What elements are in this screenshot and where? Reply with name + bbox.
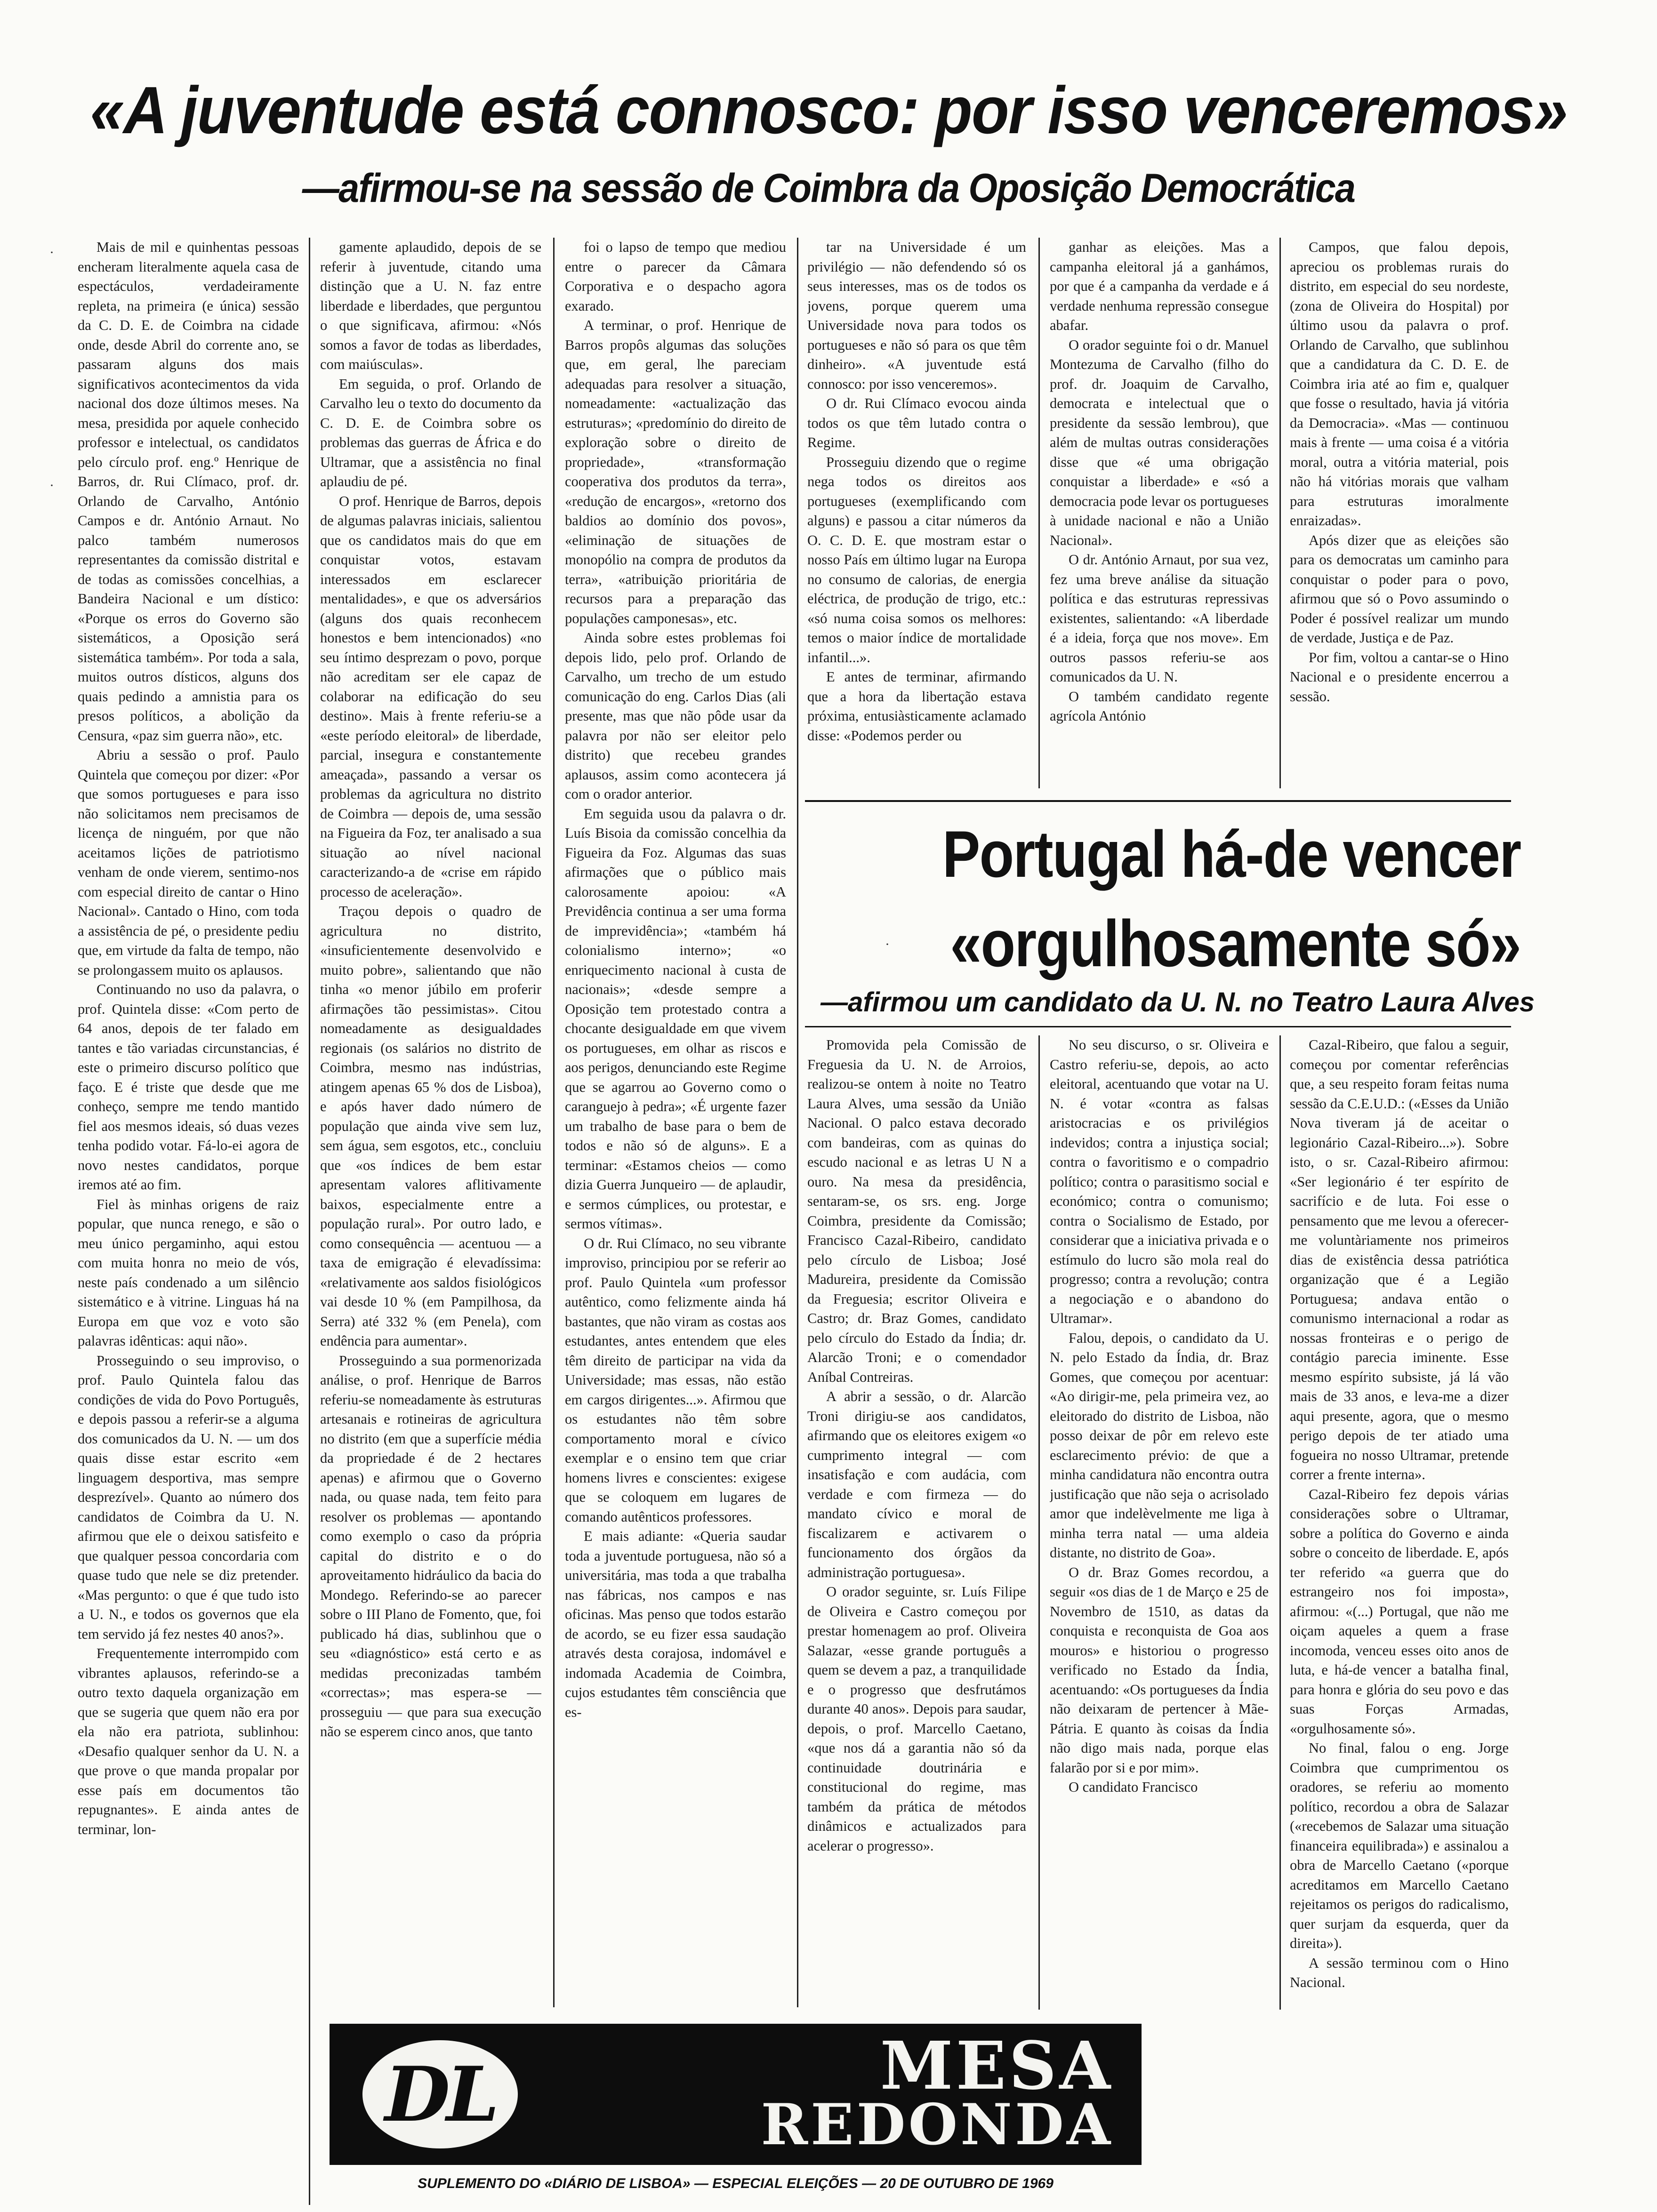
paragraph: Cazal-Ribeiro, que falou a seguir, começou por comentar referências que, a seu respeito foram feitas numa sessão da C.E.U.D.: («Esses da União Nova tiveram já de aceitar o legionário Cazal-Ribeiro...»). Sobre isto, o sr. Cazal-Ribeiro afirmou: «Ser legionário é ter espírito de sacrifício e de luta. Foi esse o pensamento que me levou a oferecer-me voluntàriamente nos primeiros dias de existência dessa patriótica organização que é a Legião Portuguesa; andava então o comunismo internacional a rodar as nossas fronteiras e o perigo de contágio parecia iminente. Esse mesmo espírito subsiste, já lá vão mais de 33 anos, e leva-me a dizer aqui presente, agora, que o mesmo perigo depois de ter atiado uma fogueira no nosso Ultramar, pretende correr a frente interna». [1290,1037,1509,1483]
column-rule [553,238,555,2007]
masthead-title-line2: REDONDA [761,2092,1113,2158]
paragraph: tar na Universidade é um privilégio — não defendendo só os seus interesses, mas os de todos os jovens, porque querem uma Universidade nova para todos os portugueses e não só para os que têm dinheiro». «A juventude está connosco: por isso venceremos». [807,239,1026,392]
paragraph: gamente aplaudido, depois de se referir à juventude, citando uma distinção que a U. N. faz entre liberdade e liberdades, que perguntou o que significava, afirmou: «Nós somos a favor de todas as liberdades, com maiúsculas». [320,239,541,372]
paragraph: Promovida pela Comissão de Freguesia da U. N. de Arroios, realizou-se ontem à noite no Teatro Laura Alves, uma sessão da União Nacional. O palco estava decorado com bandeiras, com as quinas do escudo nacional e as letras U N a ouro. Na mesa da presidência, sentaram-se, os srs. eng. Jorge Coimbra, presidente da Comissão; Francisco Cazal-Ribeiro, candidato pelo círculo de Lisboa; José Madureira, presidente da Comissão da Freguesia; escritor Oliveira e Castro; dr. Braz Gomes, candidato pelo círculo do Estado da Índia; dr. Alarcão Troni; e o comendador Aníbal Contreiras. [807,1037,1026,1385]
article2-column-3 [1290,1035,1509,2184]
paragraph: A terminar, o prof. Henrique de Barros propôs algumas das soluções que, em geral, lhe pareciam adequadas para resolver a situação, nomeadamente: «actualização das estruturas»; «predomínio do direito de exploração sobre o direito de propriedade», «transformação cooperativa dos produtos da terra», «redução de encargos», «retorno dos baldios ao domínio dos povos», «eliminação de situações de monopólio na compra de produtos da terra», «atribuição prioritária de recursos para a preparação das populações camponesas», etc. [565,317,786,626]
column-rule [1279,238,1281,788]
masthead-title-line1: MESA [880,2028,1113,2105]
paragraph: Falou, depois, o candidato da U. N. pelo Estado da Índia, dr. Braz Gomes, que começou por acentuar: «Ao dirigir-me, pela primeira vez, ao eleitorado do distrito de Lisboa, não posso deixar de pôr em relevo este esclarecimento prévio: de que a minha candidatura não encontra outra justificação que não seja o acrisolado amor que indelèvelmente me liga à minha terra natal — uma aldeia distante, no distrito de Goa». [1050,1330,1269,1561]
column-rule [1038,1035,1040,2010]
print-mark: · [49,245,54,260]
paragraph: O também candidato regente agrícola António [1050,688,1269,724]
paragraph: No final, falou o eng. Jorge Coimbra que cumprimentou os oradores, se referiu ao momento político, recordou a obra de Salazar («recebemos de Salazar uma situação financeira equilibrada») e assinalou a obra de Marcello Caetano («porque acreditamos em Marcello Caetano rejeitamos os perigos do radicalismo, quer surjam da esquerda, quer da direita»). [1290,1740,1509,1951]
paragraph: Em seguida, o prof. Orlando de Carvalho leu o texto do documento da C. D. E. de Coimbra sobre os problemas das guerras de África e do Ultramar, que a assistência no final aplaudiu de pé. [320,376,541,489]
paragraph: E mais adiante: «Queria saudar toda a juventude portuguesa, não só a universitária, mas toda a que trabalha nas fábricas, nos campos e nas oficinas. Mas penso que todos estarão de acordo, se eu fizer essa saudação através desta corajosa, indomável e indomada Academia de Coimbra, cujos estudantes têm consciência que es- [565,1528,786,1720]
paragraph: Traçou depois o quadro de agricultura no distrito, «insuficientemente desenvolvido e muito pobre», salientando que não tinha «o menor júbilo em proferir afirmações tão pessimistas». Citou nomeadamente as desigualdades regionais (os salários no distrito de Coimbra, mesmo nas indústrias, atingem apenas 65 % dos de Lisboa), e após haver dado número de população que ainda vive sem luz, sem água, sem esgotos, etc., concluiu que «os índices de bem estar apresentam valores aflitivamente baixos, especialmente entre a população rural». Por outro lado, e como consequência — acentuou — a taxa de emigração é elevadíssima: «relativamente aos saldos fisiológicos vai desde 10 % (em Pampilhosa, da Serra) até 332 % (em Penela), com endência para aumentar». [320,903,541,1349]
article1-column-6 [1290,238,1509,791]
paragraph: O dr. António Arnaut, por sua vez, fez uma breve análise da situação política e das estruturas repressivas existentes, salientando: «A liberdade é a ideia, força que nos move». Em outros passos referiu-se aos comunicados da U. N. [1050,552,1269,685]
paragraph: Campos, que falou depois, apreciou os problemas rurais do distrito, em especial do seu nordeste, (zona de Oliveira do Hospital) por último usou da palavra o prof. Orlando de Carvalho, que sublinhou que a candidatura da C. D. E. de Coimbra iria até ao fim e, qualquer que fosse o resultado, havia já vitória da Democracia». «Mas — continuou mais à frente — uma coisa é a vitória moral, outra a vitória material, pois não há vitórias morais que valham para estruturas imoralmente enraizadas». [1290,239,1509,529]
paragraph: Continuando no uso da palavra, o prof. Quintela disse: «Com perto de 64 anos, depois de ter falado em tantes e tão variadas circunstancias, é este o primeiro discurso político que faço. E é triste que desde que me conheço, sempre me tendo mantido fiel aos mesmos ideais, só duas vezes tenha podido votar. Fá-lo-ei agora de novo nestes candidatos, porque iremos até ao fim. [78,981,299,1193]
column-rule [1279,1035,1281,2010]
section-divider [805,1026,1511,1027]
paragraph: Cazal-Ribeiro fez depois várias considerações sobre o Ultramar, sobre a política do Governo e ainda sobre o conceito de liberdade. E, após ter referido «a guerra que do estrangeiro nos foi imposta», afirmou: «(...) Portugal, que não me oiçam aqueles a quem a frase incomoda, venceu esses oito anos de luta, e há-de vencer a batalha final, para honra e glória do seu povo e das suas Forças Armadas, «orgulhosamente só». [1290,1486,1509,1737]
paragraph: foi o lapso de tempo que mediou entre o parecer da Câmara Corporativa e o despacho agora exarado. [565,239,786,314]
paragraph: Mais de mil e quinhentas pessoas encheram literalmente aquela casa de espectáculos, verdadeiramente repleta, na primeira (e única) sessão da C. D. E. de Coimbra na cidade onde, desde Abril do corrente ano, se passaram alguns dos mais significativos acontecimentos da vida nacional dos doze últimos meses. Na mesa, presidida por aquele conhecido professor e intelectual, os candidatos pelo círculo prof. eng.º Henrique de Barros, dr. Rui Clímaco, prof. dr. Orlando de Carvalho, António Campos e dr. António Arnaut. No palco também numerosos representantes da comissão distrital e de todas as comissões concelhias, a Bandeira Nacional e um dístico: «Porque os erros do Governo são sistemáticos, a Oposição será sistemática também». Por toda a sala, muitos outros dísticos, alguns dos quais pedindo a amnistia para os presos políticos, a abolição da Censura, «paz sim guerra não», etc. [78,239,299,744]
paragraph: E antes de terminar, afirmando que a hora da libertação estava próxima, entusiàsticamente aclamado disse: «Podemos perder ou [807,669,1026,744]
paragraph: O orador seguinte foi o dr. Manuel Montezuma de Carvalho (filho do prof. dr. Joaquim de Carvalho, democrata e intelectual que o presidente da sessão lembrou), que além de multas outras considerações disse que «é uma obrigação conquistar a liberdade» e «só a democracia pode levar os portugueses à unidade nacional e não a União Nacional». [1050,337,1269,548]
paragraph: Abriu a sessão o prof. Paulo Quintela que começou por dizer: «Por que somos portugueses e para isso não solicitamos nem precisamos de licença de ninguém, por que não aceitamos lições de patriotismo venham de onde vierem, sentimo-nos com especial direito de cantar o Hino Nacional». Cantado o Hino, com toda a assistência de pé, o presidente pediu que, em virtude da falta de tempo, não se prolongassem muito os aplausos. [78,747,299,978]
dl-logo-text: DL [385,2050,496,2139]
paragraph: A abrir a sessão, o dr. Alarcão Troni dirigiu-se aos candidatos, afirmando que os eleitores exigem «o cumprimento integral — com insatisfação e com audácia, com verdade e com firmeza — do mandato cívico e moral de fiscalizarem e activarem o funcionamento dos órgãos da administração portuguesa». [807,1388,1026,1580]
paragraph: O dr. Rui Clímaco evocou ainda todos os que têm lutado contra o Regime. [807,395,1026,450]
article1-column-2 [320,238,541,2014]
paragraph: A sessão terminou com o Hino Nacional. [1290,1955,1509,1990]
paragraph: No seu discurso, o sr. Oliveira e Castro referiu-se, depois, ao acto eleitoral, acentuando que votar na U. N. é votar «contra as falsas aristocracias e os privilégios indevidos; contra a injustiça social; contra o favoritismo e o compadrio político; contra o parasitismo social e económico; contra o comunismo; contra o Socialismo de Estado, por considerar que a iniciativa privada e o estímulo do lucro são mola real do progresso; contra a revolução; contra a negociação e o abandono do Ultramar». [1050,1037,1269,1326]
paragraph: O orador seguinte, sr. Luís Filipe de Oliveira e Castro começou por prestar homenagem ao prof. Oliveira Salazar, «esse grande português a quem se devem a paz, a tranquilidade e o progresso que desfrutámos durante 40 anos». Depois para saudar, depois, o prof. Marcello Caetano, «que nos dá a garantia não só da continuidade doutrinária e constitucional do regime, mas também da prática de métodos dinâmicos e actualizados para acelerar o progresso». [807,1584,1026,1854]
article1-column-1 [78,238,299,2212]
column-rule [309,238,310,2205]
dl-logo [362,2040,518,2148]
article1-column-4 [807,238,1026,791]
article2-column-2 [1050,1035,1269,2014]
paragraph: O dr. Braz Gomes recordou, a seguir «os dias de 1 de Março e 25 de Novembro de 1510, as datas da conquista e reconquista de Goa aos mouros» e historiou o progresso verificado no Estado da Índia, acentuando: «Os portugueses da Índia não deixaram de pertencer à Mãe-Pátria. E quanto às coisas da Índia não digo mais nada, porque elas falarão por si e por mim». [1050,1564,1269,1776]
paragraph: Por fim, voltou a cantar-se o Hino Nacional e o presidente encerrou a sessão. [1290,649,1509,705]
paragraph: ganhar as eleições. Mas a campanha eleitoral já a ganhámos, por que é a campanha da verdade e á verdade nenhuma repressão consegue abafar. [1050,239,1269,333]
paragraph: Em seguida usou da palavra o dr. Luís Bisoia da comissão concelhia da Figueira da Foz. Algumas das suas afirmações que o público mais calorosamente apoiou: «A Previdência continua a ser uma forma de imprevidência»; «também há colonialismo interno»; «o enriquecimento nacional à custa de nacionais»; «desde sempre a Oposição tem protestado contra a chocante desigualdade em que vivem os portugueses, em olhar as riscos e aos perigos, denunciando este Regime que se agarrou ao Governo como o caranguejo à pedra»; «É urgente fazer um trabalho de base para o bem de todos e não só de alguns». E a terminar: «Estamos cheios — como dizia Guerra Junqueiro — de aplaudir, e sermos cúmplices, ou protestar, e sermos vítimas». [565,805,786,1232]
page-footer: SUPLEMENTO DO «DIÁRIO DE LISBOA» — ESPECIAL ELEIÇÕES — 20 DE OUTUBRO DE 1969 [418,2176,1054,2191]
article2-headline-line1: Portugal há-de vencer [942,817,1520,891]
article2-subheadline: —afirmou um candidato da U. N. no Teatro Laura Alves [820,987,1535,1018]
paragraph: O dr. Rui Clímaco, no seu vibrante improviso, principiou por se referir ao prof. Paulo Quintela «um professor autêntico, como felizmente ainda há bastantes, que não viram as costas aos estudantes, antes entendem que eles têm direito de participar na vida da Universidade; mas essas, não estão em cargos dirigentes...». Afirmou que os estudantes não têm sobre comportamento moral e cívico exemplar e o ensino tem que criar homens livres e conscientes: exigese que se coloquem em lugares de comando autênticos professores. [565,1235,786,1525]
article2-headline-line2: «orgulhosamente só» [950,906,1520,980]
paragraph: Prosseguindo a sua pormenorizada análise, o prof. Henrique de Barros referiu-se nomeadamente às estruturas artesanais e rotineiras de agricultura no distrito (em que a superfície média da propriedade é de 2 hectares apenas) e afirmou que o Governo nada, ou quase nada, tem feito para resolver os problemas — apontando como exemplo o caso da própria capital do distrito e o do aproveitamento hidráulico da bacia do Mondego. Referindo-se ao parecer sobre o III Plano de Fomento, que, foi publicado há dias, sublinhou que o seu «diagnóstico» está certo e as medidas preconizadas também «correctas»; mas espera-se — prosseguiu — que para sua execução não se esperem cinco anos, que tanto [320,1352,541,1739]
paragraph: Fiel às minhas origens de raiz popular, que nunca renego, e são o meu único pergaminho, aqui estou com muita honra no meio de vós, neste país condenado a um silêncio sistemático e à vitrine. Linguas há na Europa em que voz e voto são palavras idênticas: aqui não». [78,1196,299,1349]
article1-column-3 [565,238,786,2014]
paragraph: Após dizer que as eleições são para os democratas um caminho para conquistar o poder para o povo, afirmou que só o Povo assumindo o Poder é possível realizar um mundo de verdade, Justiça e de Paz. [1290,532,1509,646]
article1-column-5 [1050,238,1269,791]
paragraph: O prof. Henrique de Barros, depois de algumas palavras iniciais, salientou que os candidatos mais do que em conquistar votos, estavam interessados em esclarecer mentalidades», e que os adversários (alguns dos quais reconhecem honestos e bem intencionados) «no seu íntimo desprezam o povo, porque não acreditam ser ele capaz de colaborar na edificação do seu destino». Mais à frente referiu-se a «este período eleitoral» de liberdade, parcial, insegura e constantemente ameaçada», passando a versar os problemas da agricultura no distrito de Coimbra — depois de, uma sessão na Figueira da Foz, ter analisado a sua situação ao nível nacional caracterizando-a de «crise em rápido processo de aceleração». [320,493,541,900]
paragraph: O candidato Francisco [1069,1779,1198,1795]
print-mark: · [49,478,54,493]
article1-subheadline: —afirmou-se na sessão de Coimbra da Oposição Democrática [302,166,1355,211]
column-rule [1038,238,1040,788]
article1-headline: «A juventude está connosco: por isso venceremos» [90,73,1567,148]
paragraph: Prosseguiu dizendo que o regime nega todos os direitos aos portugueses (exemplificando com alguns) e passou a citar números da O. C. D. E. que mostram estar o nosso País em último lugar na Europa no consumo de calorias, de energia eléctrica, de produção de trigo, etc.: «só numa coisa somos os melhores: temos o maior índice de mortalidade infantil...». [807,454,1026,665]
column-rule [797,238,798,2007]
print-mark: · [885,937,890,952]
section-divider [805,800,1511,802]
paragraph: Frequentemente interrompido com vibrantes aplausos, referindo-se a outro texto daquela organização em que se sugeria que quem não era por ela não era patriota, sublinhou: «Desafio qualquer senhor da U. N. a que prove o que manda propalar por esse país em documentos tão repugnantes». E ainda antes de terminar, lon- [78,1645,299,1837]
paragraph: Prosseguindo o seu improviso, o prof. Paulo Quintela falou das condições de vida do Povo Português, e depois passou a referir-se a alguma dos comunicados da U. N. — um dos quais disse estar escrito «em linguagem desportiva, mas sempre desprezível». Quanto ao número dos candidatos de Coimbra da U. N. afirmou que ele o deixou satisfeito e que qualquer pessoa concordaria com quase tudo que nele se diz pretender. «Mas pergunto: o que é que tudo isto a U. N., e todos os governos que ela tem servido já fez nestes 40 anos?». [78,1352,299,1642]
mesa-redonda-masthead [330,2024,1142,2165]
article2-column-1 [807,1035,1026,2014]
paragraph: Ainda sobre estes problemas foi depois lido, pelo prof. Orlando de Carvalho, um trecho de um estudo comunicação do eng. Carlos Dias (ali presente, mas que não pôde usar da palavra por não ser eleitor pelo distrito) que recebeu grandes aplausos, assim como acontecera já com o orador anterior. [565,630,786,802]
